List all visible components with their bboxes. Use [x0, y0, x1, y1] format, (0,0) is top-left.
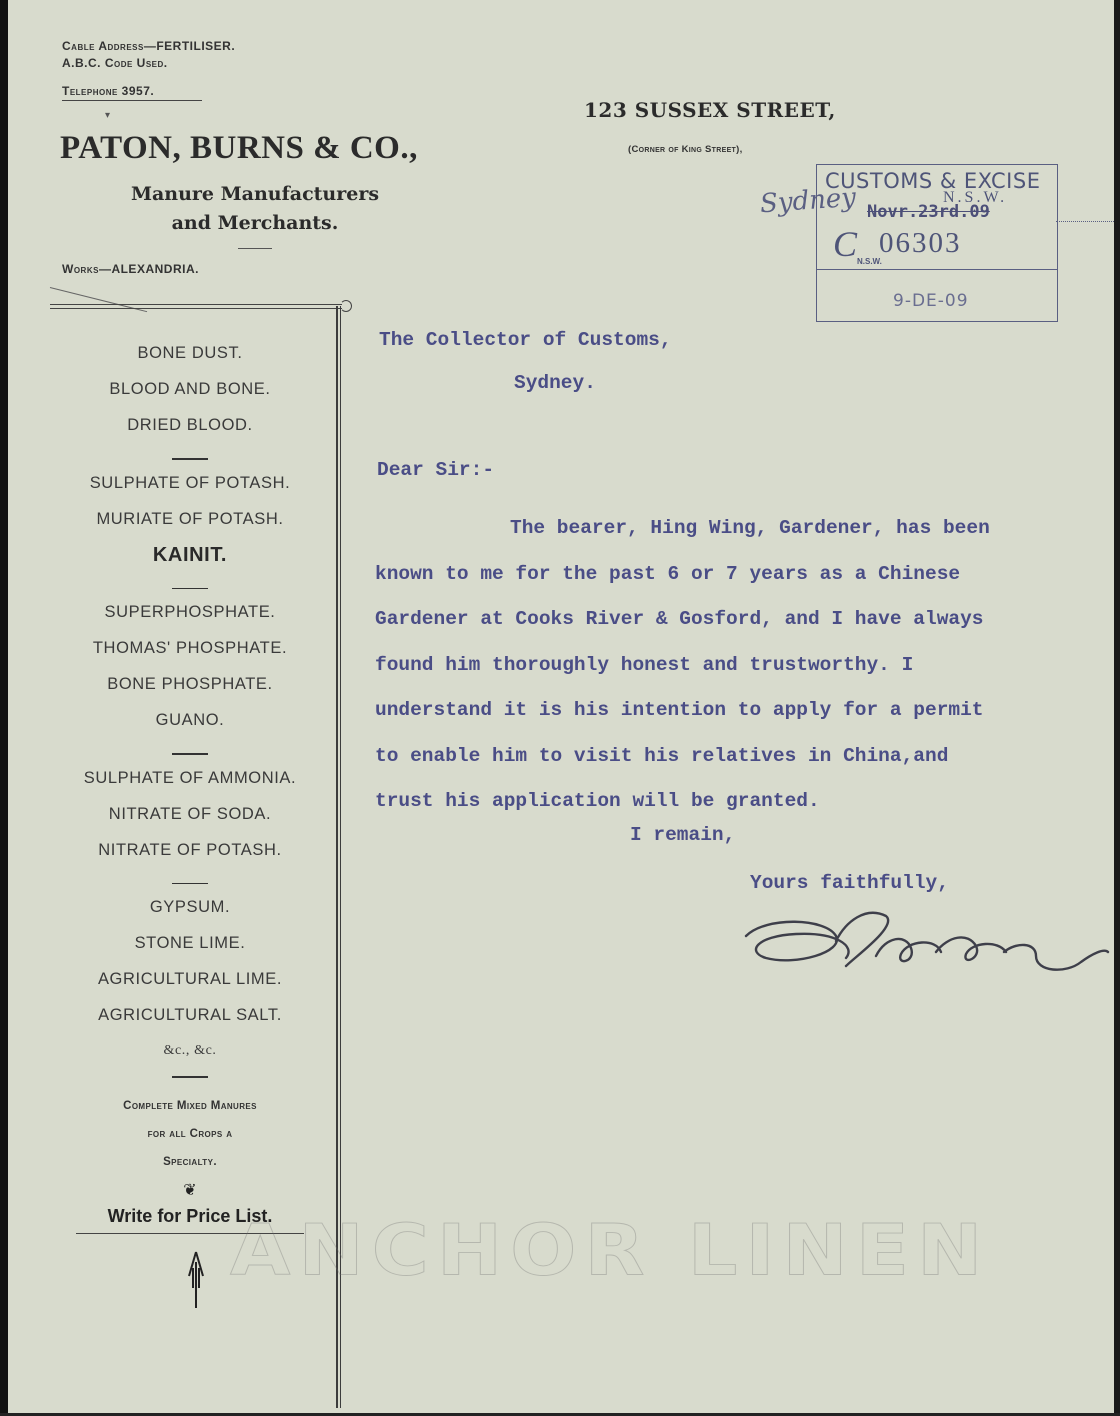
product-item: GUANO. [155, 711, 225, 729]
fleuron-icon: ❦ [183, 1181, 197, 1199]
product-item: AGRICULTURAL LIME. [97, 970, 283, 988]
abc-code: A.B.C. Code Used. [62, 56, 168, 70]
stamp-dotted-line [1056, 221, 1114, 222]
product-item: SULPHATE OF AMMONIA. [83, 768, 297, 787]
body-line: to enable him to visit his relatives in China,and [375, 744, 949, 767]
body-line: known to me for the past 6 or 7 years as a Chinese [375, 562, 961, 585]
product-item: BONE PHOSPHATE. [107, 675, 273, 693]
product-item: BONE DUST. [137, 344, 243, 362]
product-item: DRIED BLOOD. [127, 416, 253, 434]
street-address: 123 SUSSEX STREET, [584, 98, 836, 122]
cable-address-block [62, 38, 235, 72]
watermark: ANCHOR LINEN [230, 1210, 991, 1292]
stamp-number: 06303 [879, 227, 962, 259]
addressee-city: Sydney. [514, 372, 596, 394]
scan-edge-left [0, 0, 8, 1416]
body-line: found him thoroughly honest and trustworthy. I [375, 653, 914, 676]
corner-note: (Corner of King Street), [628, 144, 743, 155]
trade-description [60, 180, 450, 238]
closing: I remain, [630, 824, 736, 846]
body-line: Gardener at Cooks River & Gosford, and I have always [375, 608, 984, 630]
stamp-date: Novr.23rd.09 [867, 202, 990, 222]
body-line: trust his application will be granted. [375, 790, 820, 812]
product-item: MURIATE OF POTASH. [96, 509, 284, 528]
product-item: NITRATE OF SODA. [108, 804, 272, 823]
product-item: BLOOD AND BONE. [109, 380, 271, 398]
trade-line-1: Manure Manufacturers [130, 183, 380, 205]
sidebar-top-rule [50, 304, 342, 309]
body-line: understand it is his intention to apply for a permit [375, 699, 984, 721]
etcetera: &c., &c. [163, 1043, 217, 1058]
signature-icon [736, 896, 1116, 996]
group-divider [172, 588, 208, 590]
scan-edge-right [1114, 0, 1120, 1416]
divider [238, 248, 272, 249]
product-item: AGRICULTURAL SALT. [98, 1006, 282, 1024]
product-item-highlight: KAINIT. [152, 543, 228, 566]
sidebar-scroll-ornament [340, 300, 352, 312]
price-list-note: Write for Price List. [107, 1205, 273, 1226]
pointing-arrow-icon [185, 1248, 207, 1310]
product-list [40, 344, 340, 1234]
addressee: The Collector of Customs, [379, 329, 672, 351]
valediction: Yours faithfully, [750, 872, 949, 894]
works-location: Works—ALEXANDRIA. [62, 262, 199, 276]
cable-address: Cable Address—FERTILISER. [62, 39, 236, 53]
stamp-region: N.S.W. [943, 189, 1008, 206]
stamp-letter: C [833, 224, 858, 264]
group-divider [172, 1076, 208, 1078]
stamp-title: CUSTOMS & EXCISE [825, 169, 1041, 193]
mixed-manures-line-3: Specialty. [163, 1155, 217, 1168]
product-item: SUPERPHOSPHATE. [104, 603, 276, 621]
product-item: STONE LIME. [134, 934, 246, 952]
trade-line-2: and Merchants. [171, 212, 339, 234]
mixed-manures-line-1: Complete Mixed Manures [123, 1099, 257, 1112]
salutation: Dear Sir:- [377, 459, 495, 481]
product-item: GYPSUM. [149, 898, 231, 916]
letter-body [375, 506, 990, 825]
customs-stamp [816, 164, 1058, 322]
stamp-received-date: 9-DE-09 [893, 291, 969, 311]
stamp-divider [817, 269, 1057, 270]
telephone: Telephone 3957. [62, 84, 155, 98]
product-item: NITRATE OF POTASH. [98, 840, 282, 859]
telephone-rule [62, 100, 202, 101]
body-line: The bearer, Hing Wing, Gardener, has been [510, 517, 990, 539]
product-item: SULPHATE OF POTASH. [89, 473, 291, 492]
handwritten-place: Sydney [759, 182, 857, 220]
tick-mark: ▾ [105, 110, 111, 121]
group-divider [172, 458, 208, 460]
product-item: THOMAS' PHOSPHATE. [92, 639, 288, 657]
mixed-manures-line-2: for all Crops a [147, 1127, 233, 1140]
firm-name: PATON, BURNS & CO., [60, 130, 418, 166]
stamp-region-small: N.S.W. [857, 257, 882, 266]
group-divider [172, 753, 208, 755]
group-divider [172, 883, 208, 885]
